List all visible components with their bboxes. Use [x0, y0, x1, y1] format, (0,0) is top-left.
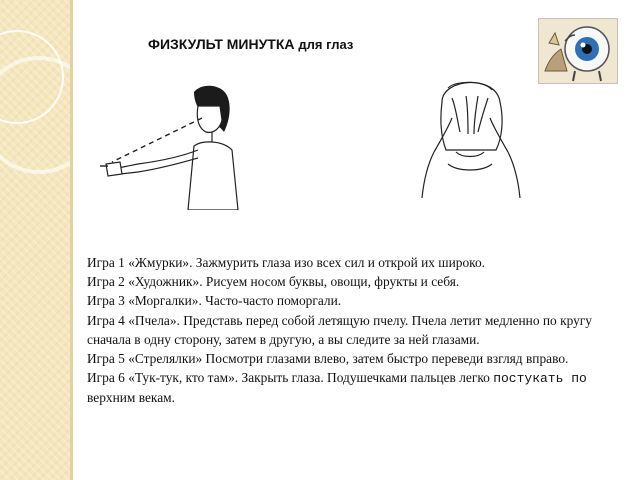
- game-2: Игра 2 «Художник». Рисуем носом буквы, овощи, фрукты и себя.: [87, 274, 460, 290]
- side-band-edge: [70, 0, 73, 480]
- games-list: [87, 253, 635, 408]
- page-title: [148, 36, 353, 52]
- game-6-text-end: верхним векам.: [87, 390, 175, 406]
- game-3: Игра 3 «Моргалки». Часто-часто поморгали.: [87, 293, 342, 309]
- game-6: [87, 368, 635, 407]
- game-6-mono-text: постукать по: [493, 371, 587, 387]
- cartoon-eye-icon: [538, 18, 618, 84]
- woman-pointing-icon: [98, 84, 258, 210]
- title-main: ФИЗКУЛЬТ МИНУТКА: [148, 36, 295, 52]
- title-tail: для глаз: [298, 37, 354, 52]
- woman-covering-eyes-icon: [412, 68, 528, 202]
- decorative-side-band: [0, 0, 70, 480]
- decorative-ring: [0, 56, 98, 174]
- game-1: Игра 1 «Жмурки». Зажмурить глаза изо всех сил и открой их широко.: [87, 255, 486, 270]
- game-6-text: Игра 6 «Тук-тук, кто там». Закрыть глаза. Подушечками пальцев легко: [87, 370, 494, 386]
- game-5: Игра 5 «Стрелялки» Посмотри глазами влево, затем быстро переведи взгляд вправо.: [87, 351, 569, 367]
- game-4: Игра 4 «Пчела». Представь перед собой летящую пчелу. Пчела летит медленно по кругу сначала в одну сторону, затем в другую, а вы следите за ней глазами.: [87, 312, 592, 347]
